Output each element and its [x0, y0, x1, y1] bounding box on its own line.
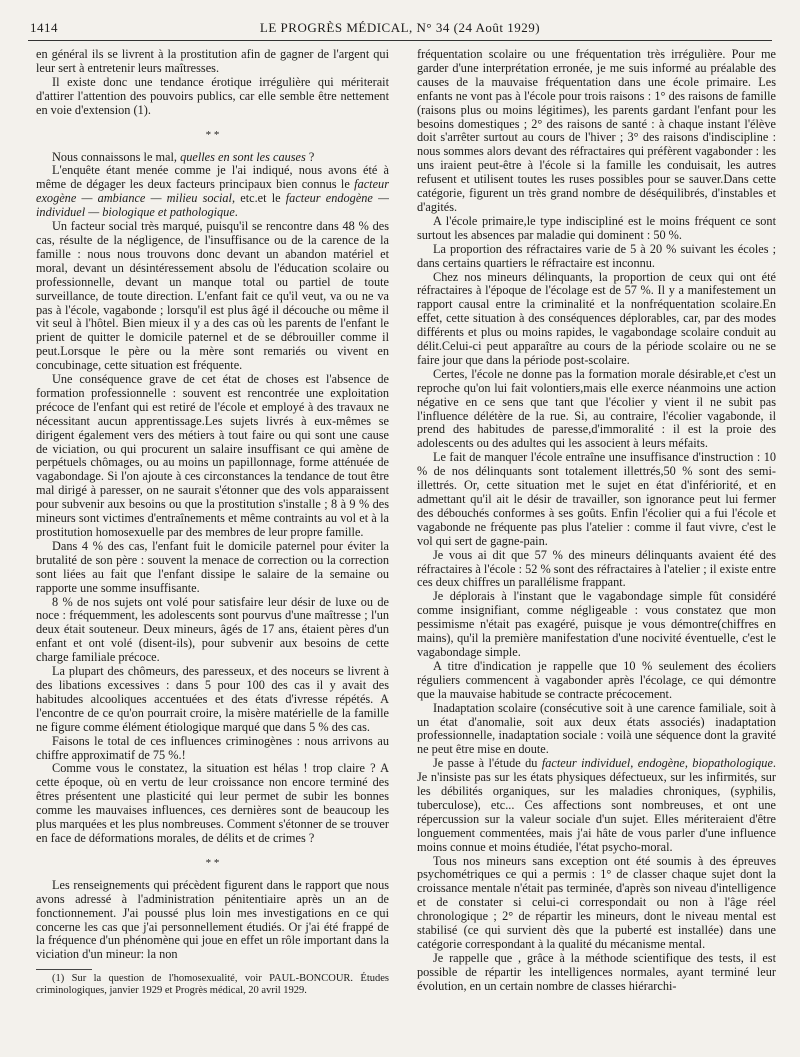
- text-run: , etc.et le: [231, 191, 286, 206]
- paragraph: A l'école primaire,le type indiscipliné est le moins fréquent ce sont surtout les absences par maladie qui dominent : 50 %.: [417, 213, 776, 242]
- text-run: . Je n'insiste pas sur les états physiques défectueux, sur les infirmités, sur les débilités organiques, sur les maladies chroniques, (syphilis, tuberculose), etc... Ces affections sont nombreuses, et ont une répercussion sur la valeur sociale d'un sujet. Elles mériteraient d'être longuement commentées, mais j'ai hâte de vous parler d'une influence moins connue et moins étudiée, l'état psycho-moral.: [417, 756, 776, 854]
- paragraph: [417, 757, 776, 854]
- paragraph: Tous nos mineurs sans exception ont été soumis à des épreuves psychométriques ce qui a permis : 1° de classer chaque sujet dont la croissance mentale n'était pas terminée, d'après son niveau d'intelligence et de constater si celui-ci correspondait ou non à l'âge réel chronologique ; 2° de répartir les mineurs, dont le niveau mental est stabilisé (ce qui survient dès que la puberté est installée) dans une catégorie correspondant à la qualité du mécanisme mental.: [417, 853, 776, 951]
- paragraph: Je déplorais à l'instant que le vagabondage simple fût considéré comme insignifiant, comme négligeable : vous constatez que mon pessimisme n'était pas exagéré, puisque je vous démontre(chiffres en mains), qu'il la première manifestation d'une nocivité éventuelle, c'est le vagabondage simple.: [417, 589, 776, 659]
- paragraph: Je rappelle que , grâce à la méthode scientifique des tests, il est possible de répartir les intelligences normales, ayant terminé leur évolution, en un certain nombre de classes hiérarchi-: [417, 950, 776, 993]
- paragraph: Il existe donc une tendance érotique irrégulière qui mériterait d'attirer l'attention des pouvoirs publics, car elle semble être nettement en voie d'extension (1).: [36, 74, 389, 117]
- paragraph: Comme vous le constatez, la situation est hélas ! trop claire ? A cette époque, où en vertu de leur croissance non encore terminé des êtres présentent une plasticité qui leur permet de subir les bonnes comme les mauvaises influences, ces dernières sont de beaucoup les plus marquées et les plus nombreuses. Comment s'étonner de se trouver en face de déformations morales, de délits et de crimes ?: [36, 761, 389, 845]
- paragraph: Un facteur social très marqué, puisqu'il se rencontre dans 48 % des cas, résulte de la négligence, de l'insuffisance ou de la carence de la famille : nous nous trouvons donc devant un abandon matériel et moral, devant un désintéressement absolu de l'éducation scolaire ou professionnelle, devant un manque total ou partiel de toute surveillance, de toute direction. L'enfant fait ce qu'il veut, va ou ne va pas à l'école, vagabonde ; lorsqu'il est plus âgé il découche ou même il vit seul à l'hôtel. Bien mieux il y a des cas où les parents de l'enfant le prient de quitter le domicile paternel et de se débrouiller comme il peut.Lorsque le père ou la mère sont remariés ou vivent en concubinage, cette situation est fréquente.: [36, 219, 389, 373]
- paragraph: Certes, l'école ne donne pas la formation morale désirable,et c'est un reproche qu'on lui fait volontiers,mais elle exerce néanmoins une action négative en ce sens que tant que l'écolier y vient il ne subit pas l'influence délétère de la rue. Si, au contraire, l'écolier vagabonde, il prend des habitudes de paresse,d'immoralité : il est la proie des adolescents ou des adultes qui les associent à leurs méfaits.: [417, 366, 776, 451]
- page-header: [28, 18, 772, 41]
- paragraph: Une conséquence grave de cet état de choses est l'absence de formation professionnelle : souvent est rencontrée une exploitation précoce de l'enfant qui est retiré de l'école et employé à des travaux ne nécessitant aucun apprentissage.Les sujets livrés à eux-mêmes se dirigent également vers des métiers à tout faire ou qui sont une cause de viciation, ou qui procurent un salaire insuffisant ce qui amène de perpétuels chômages, ou au moins un papillonnage, forme atténuée de vagabondage. Si l'on ajoute à ces circonstances la tendance de tout être mal dirigé à paresser, on ne saurait s'étonner que des vols apparaissent pour subvenir aux besoins ou que la prostitution s'installe ; 8 à 9 % des mineurs sont victimes d'entraînements et même contraints au vol et à la prostitution homosexuelle par des membres de leur propre famille.: [36, 372, 389, 539]
- asterism: * *: [205, 128, 220, 141]
- paragraph: A titre d'indication je rappelle que 10 % seulement des écoliers réguliers commencent à vagabonder après l'écolage, ce qui démontre que la mauvaise habitude se contracte précocement.: [417, 658, 776, 701]
- text-run: Nous connaissons le mal,: [52, 149, 181, 164]
- italic-text: facteur individuel, endogène, biopathologique: [541, 756, 773, 771]
- asterism: * *: [205, 856, 220, 869]
- section-separator: [36, 130, 389, 141]
- paragraph: Je vous ai dit que 57 % des mineurs délinquants avaient été des réfractaires à l'école : 52 % sont des réfractaires à l'atelier ; il existe entre ces deux chiffres un parallélisme frappant.: [417, 547, 776, 590]
- footnote: (1) Sur la question de l'homosexualité, voir PAUL-BONCOUR. Études criminologiques, janvier 1929 et Progrès médical, 20 avril 1929.: [36, 973, 389, 997]
- journal-title: LE PROGRÈS MÉDICAL, N° 34 (24 Août 1929): [259, 20, 541, 35]
- paragraph: La plupart des chômeurs, des paresseux, et des noceurs se livrent à des libations excessives : dans 5 pour 100 des cas il y avait des habitudes alcooliques accentuées et des états d'ivresse répétés. A l'encontre de ce qu'on pourrait croire, la misère matérielle de la famille ne figure comme élément étiologique marqué que dans 5 % des cas.: [36, 664, 389, 734]
- paragraph: Inadaptation scolaire (consécutive soit à une carence familiale, soit à un état d'anomalie, soit aux deux états associés) inadaptation professionnelle, inadaptation sociale : voilà une séquence dont la gravité ne peut être mise en doute.: [417, 700, 776, 757]
- italic-text: facteur endogène — individuel — biologique et pathologique: [36, 191, 389, 220]
- page-number: 1414: [30, 20, 58, 35]
- paragraph: [36, 164, 389, 220]
- text-run: L'enquête étant menée comme je l'ai indiqué, nous avons été à même de dégager les deux facteurs principaux bien connus le: [36, 163, 389, 192]
- right-column: [417, 48, 776, 1048]
- paragraph: Les renseignements qui précèdent figurent dans le rapport que nous avons adressé à l'administration pénitentiaire après un an de fonctionnement. J'ai poussé plus loin mes investigations en ce qui concerne les cas que j'ai personnellement étudiés. Or j'ai été frappé de la fréquence d'un phénomène qui joue en effet un rôle important dans la viciation d'un mineur: la non: [36, 877, 389, 962]
- paragraph: Faisons le total de ces influences criminogènes : nous arrivons au chiffre approximatif de 75 %.!: [36, 733, 389, 762]
- paragraph: Dans 4 % des cas, l'enfant fuit le domicile paternel pour éviter la brutalité de son père : souvent la menace de correction ou la correction sont liées au fait que l'enfant dissipe le salaire de la semaine ou rapporte une somme insuffisante.: [36, 538, 389, 595]
- italic-text: facteur exogène — ambiance — milieu social: [36, 177, 389, 206]
- paragraph: Le fait de manquer l'école entraîne une insuffisance d'instruction : 10 % de nos délinquants sont totalement illettrés,50 % sont des semi-illettrés. Or, cette situation met le sujet en état d'infériorité, et en admettant qu'il ait le désir de travailler, son ignorance peut lui fermer des débouchés conformes à ses goûts. Enfin l'écolier qui a fui l'école et vagabonde ne fréquente pas plus l'atelier : comme il faut vivre, c'est le vol qui sert de gagne-pain.: [417, 450, 776, 548]
- footnote-rule: [36, 969, 92, 970]
- text-run: ?: [305, 149, 315, 164]
- paragraph: fréquentation scolaire ou une fréquentation très irrégulière. Pour me garder d'une interprétation erronée, je me suis informé au préalable des causes de la mauvaise fréquentation dans une école primaire. Les enfants ne vont pas à l'école pour trois raisons : 1° des raisons de famille (raisons plus ou moins légitimes), les parents gardant l'enfant pour les besoins domestiques ; 2° des raisons de santé : à chaque instant l'élève doit s'arrêter surtout au cours de l'hiver ; 3° des raisons d'indiscipline : nous sommes alors devant des réfractaires qui préfèrent vagabonder : les uns iraient peut-être à l'école si la famille les conduisait, les autres refusent et utilisent toutes les ruses possibles pour se sauver.Dans cette catégorie, figurent un très grand nombre de déséquilibrés, d'instables et d'agités.: [417, 48, 776, 214]
- paragraph: La proportion des réfractaires varie de 5 à 20 % suivant les écoles ; dans certains quartiers le réfractaire est inconnu.: [417, 241, 776, 270]
- text-run: Je passe à l'étude du: [433, 756, 542, 771]
- paragraph: en général ils se livrent à la prostitution afin de gagner de l'argent qui leur sert à entretenir leurs maîtresses.: [36, 48, 389, 75]
- text-run: .: [234, 205, 238, 220]
- paragraph: [36, 151, 389, 165]
- section-separator: [36, 858, 389, 869]
- italic-text: quelles en sont les causes: [180, 149, 306, 164]
- paragraph: Chez nos mineurs délinquants, la proportion de ceux qui ont été réfractaires à l'époque de l'écolage est de 57 %. Il y a manifestement un rapport causal entre la criminalité et la nonfréquentation scolaire.En effet, cette situation à des conséquences déplorables, car, par des modes différents et plus ou moins rapides, le vagabondage scolaire conduit au délit.Celui-ci peut apparaître au cours de la période scolaire ou ne se faire jour que dans la période post-scolaire.: [417, 269, 776, 367]
- paragraph: 8 % de nos sujets ont volé pour satisfaire leur désir de luxe ou de noce : fréquemment, les adolescents sont pourvus d'une maîtresse ; l'un deux était souteneur. Deux mineurs, âgés de 17 ans, étaient pères d'un enfant et ont volé (disent-ils), pour subvenir aux besoins de cette charge familiale précoce.: [36, 594, 389, 665]
- left-column: [36, 48, 389, 1048]
